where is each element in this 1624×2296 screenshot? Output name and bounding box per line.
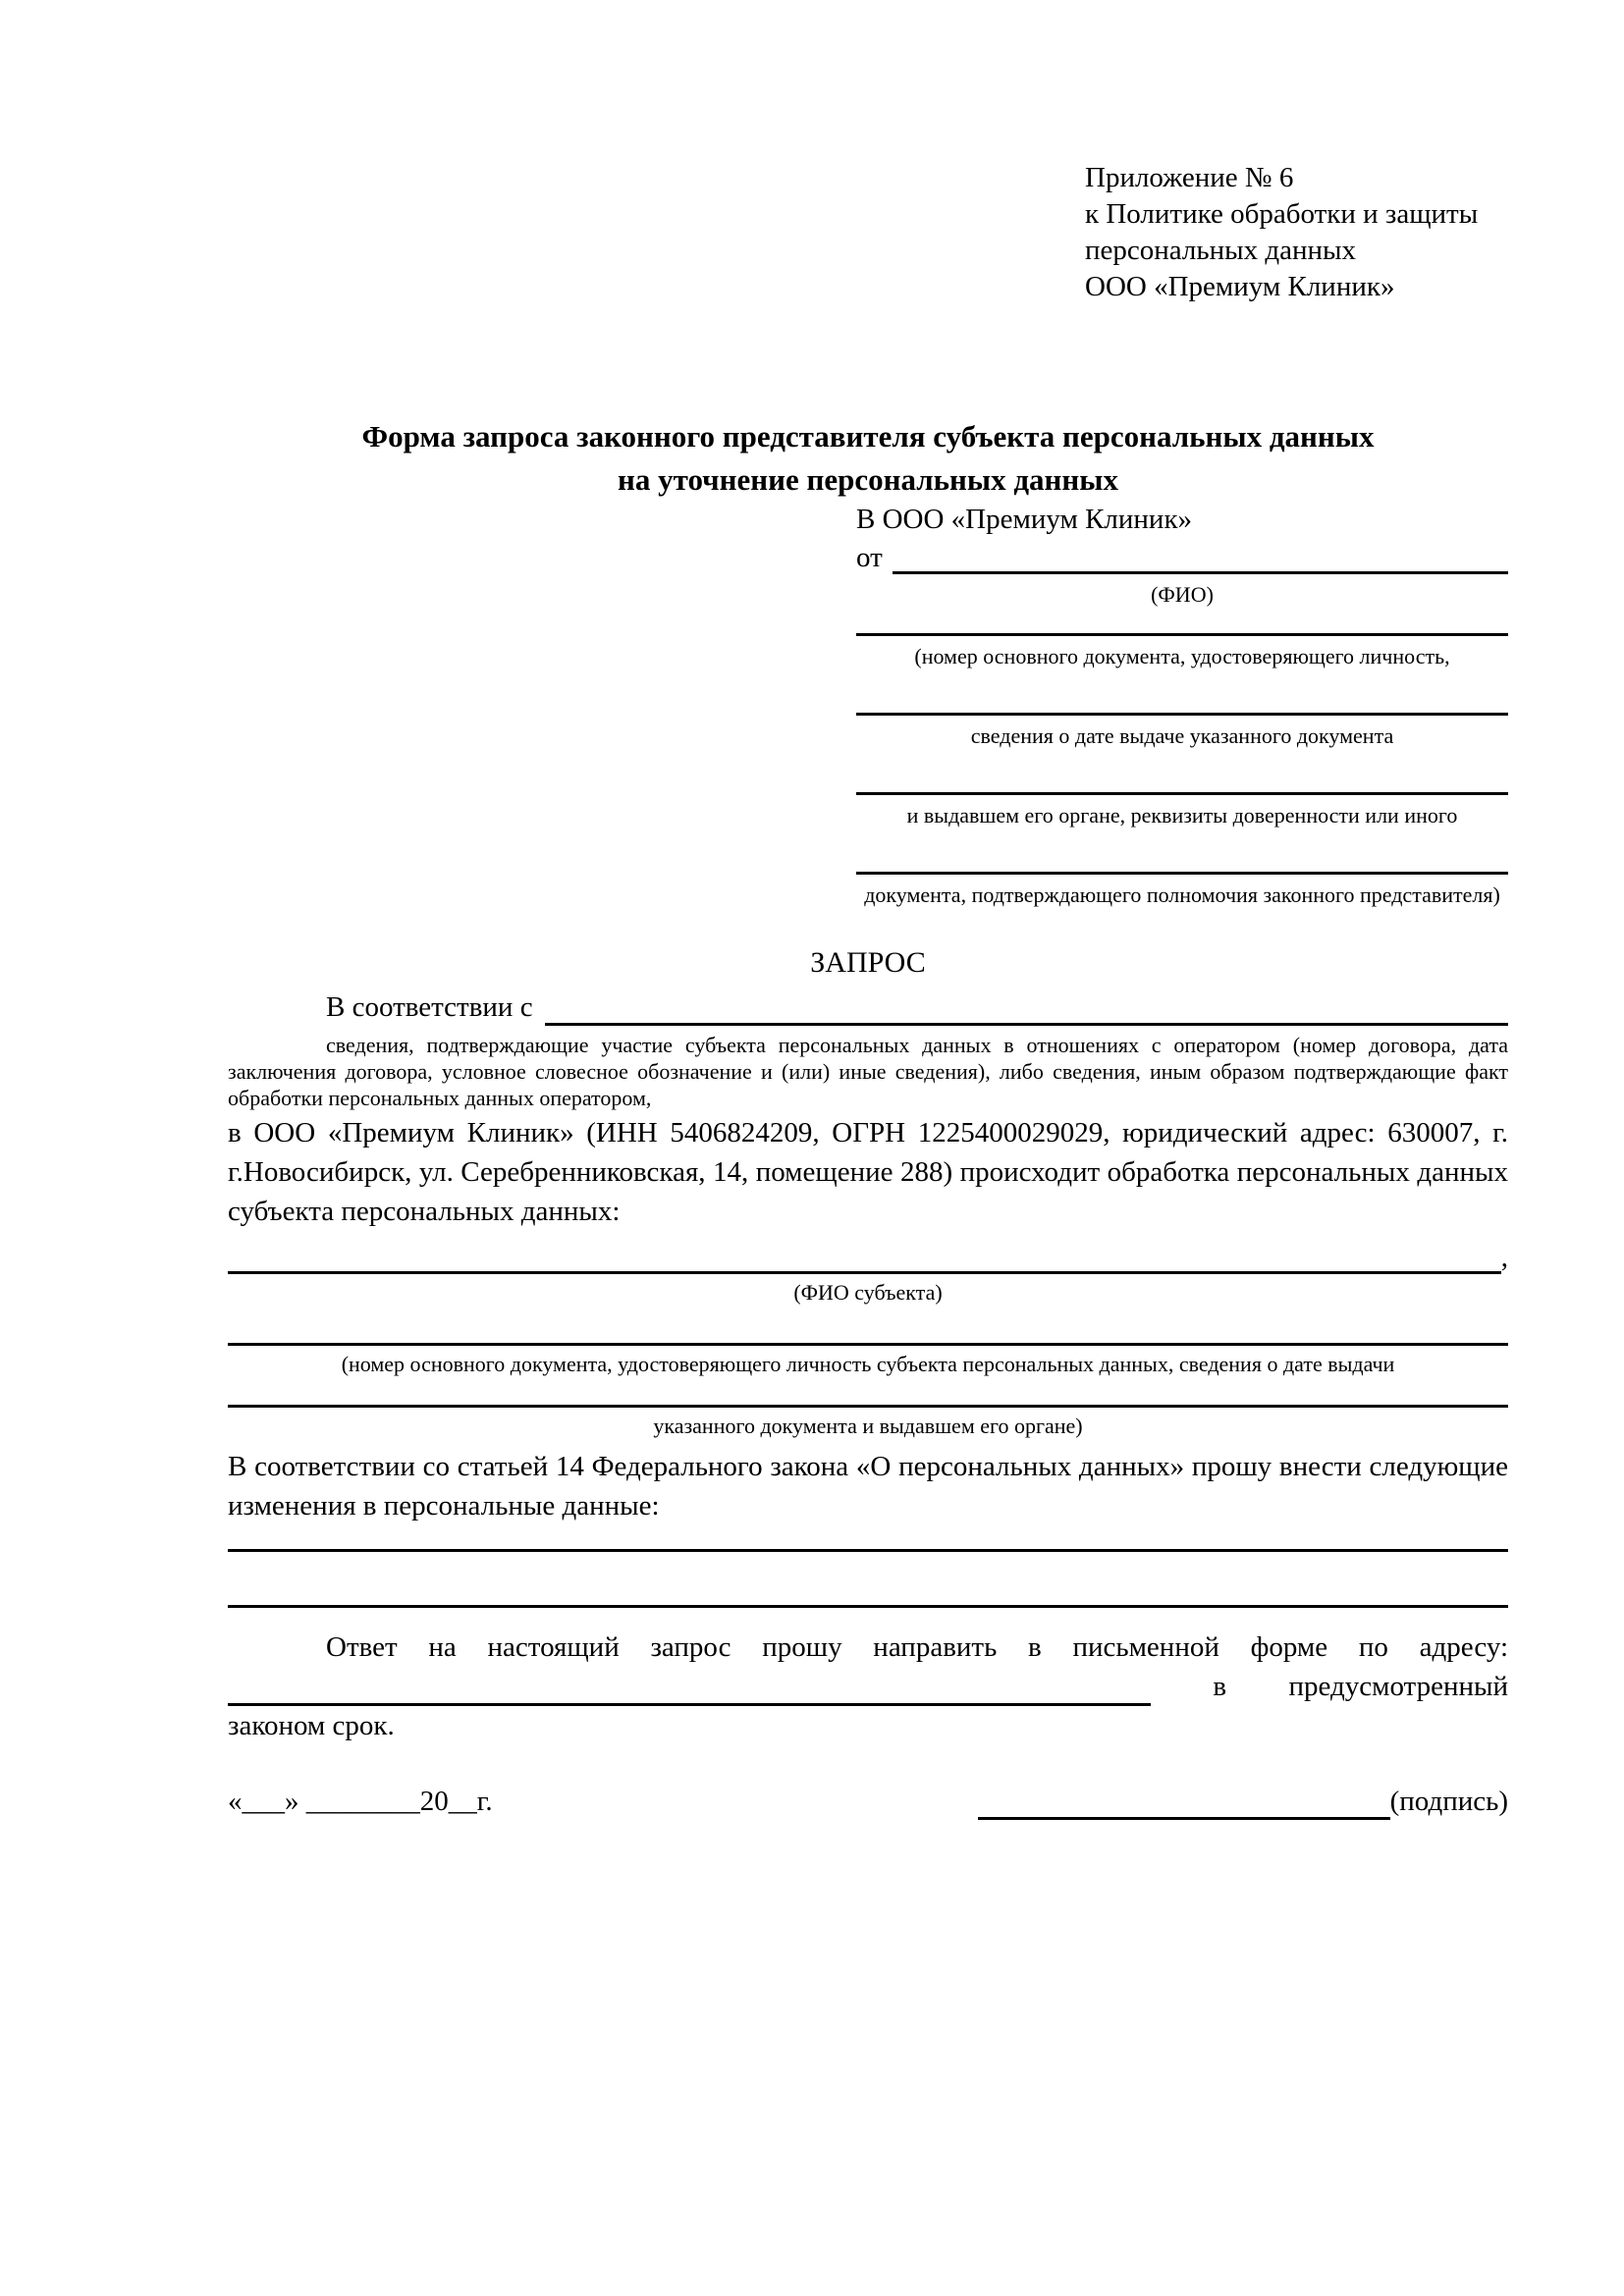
fio-caption: (ФИО) — [1151, 582, 1214, 607]
appendix-line: Приложение № 6 — [1085, 162, 1294, 193]
addressee-org: В ООО «Премиум Клиник» — [856, 504, 1193, 535]
appendix-line: персональных данных — [1085, 235, 1357, 266]
document-title-line1: Форма запроса законного представителя субъекта персональных данных — [361, 419, 1375, 454]
operator-paragraph: в ООО «Премиум Клиник» (ИНН 5406824209, ОГРН 1225400029029, юридический адрес: 630007, г. г.Новосибирск, ул. Серебренниковская, 14, помещение 288) происходит обработка персональных данных субъекта персональных данных: — [228, 1117, 1508, 1227]
from-fio-blank-line — [893, 543, 1508, 574]
changes-blank-line-1 — [228, 1549, 1508, 1552]
reply-paragraph-line2 — [228, 1667, 1508, 1706]
representative-doc-blank-line-2 — [856, 713, 1508, 716]
subject-fio-blank-line — [228, 1243, 1501, 1274]
representative-doc-caption-2: сведения о дате выдаче указанного документа — [970, 723, 1394, 748]
intro-label: В соответствии с — [326, 991, 533, 1023]
subject-doc-blank-line-2 — [228, 1405, 1508, 1408]
appendix-line: к Политике обработки и защиты — [1085, 198, 1479, 230]
changes-blank-line-2 — [228, 1605, 1508, 1608]
reply-paragraph-line3: законом срок. — [228, 1710, 395, 1741]
subject-fio-trailing-comma: , — [1500, 1242, 1508, 1273]
reply-word-in: в — [1213, 1671, 1227, 1702]
document-title-line2: на уточнение персональных данных — [618, 462, 1118, 497]
signature-caption: (подпись) — [1389, 1786, 1508, 1817]
addressee-block — [856, 502, 1508, 908]
document-title — [228, 415, 1508, 502]
intro-blank-line — [545, 990, 1508, 1026]
intro-row — [228, 988, 1508, 1026]
law-paragraph: В соответствии со статьей 14 Федерального закона «О персональных данных» прошу внести следующие изменения в персональные данные: — [228, 1451, 1508, 1522]
request-heading: ЗАПРОС — [810, 946, 926, 979]
subject-fio-row — [228, 1241, 1508, 1274]
footer-row — [228, 1783, 1508, 1820]
from-label: от — [856, 542, 883, 573]
representative-doc-caption-4: документа, подтверждающего полномочия законного представителя) — [864, 882, 1500, 907]
appendix-block — [1085, 160, 1508, 305]
date-field: «___» ________20__г. — [228, 1786, 493, 1817]
subject-doc-caption-2: указанного документа и выдавшем его органе) — [653, 1414, 1083, 1438]
reply-address-blank-line — [228, 1673, 1151, 1706]
signature-blank-line — [978, 1787, 1390, 1820]
reply-paragraph-line1: Ответ на настоящий запрос прошу направить в письменной форме по адресу: — [326, 1631, 1508, 1663]
subject-fio-caption: (ФИО субъекта) — [793, 1280, 943, 1305]
representative-doc-blank-line-4 — [856, 872, 1508, 875]
representative-doc-caption-1: (номер основного документа, удостоверяющего личность, — [914, 644, 1450, 668]
signature-group — [978, 1783, 1508, 1820]
reply-word-stipulated: предусмотренный — [1288, 1671, 1508, 1702]
representative-doc-blank-line-1 — [856, 633, 1508, 636]
representative-doc-blank-line-3 — [856, 792, 1508, 795]
footnote-text: сведения, подтверждающие участие субъекта персональных данных в отношениях с оператором (номер договора, дата заключения договора, условное словесное обозначение и (или) иные сведения), либо сведения, иным образом подтверждающие факт обработки персональных данных оператором, — [228, 1033, 1508, 1110]
representative-doc-caption-3: и выдавшем его органе, реквизиты доверенности или иного — [906, 803, 1458, 828]
appendix-line: ООО «Премиум Клиник» — [1085, 271, 1395, 302]
subject-doc-blank-line-1 — [228, 1343, 1508, 1346]
subject-doc-caption-1: (номер основного документа, удостоверяющего личность субъекта персональных данных, сведения о дате выдачи — [341, 1352, 1395, 1376]
from-row — [856, 541, 1508, 574]
